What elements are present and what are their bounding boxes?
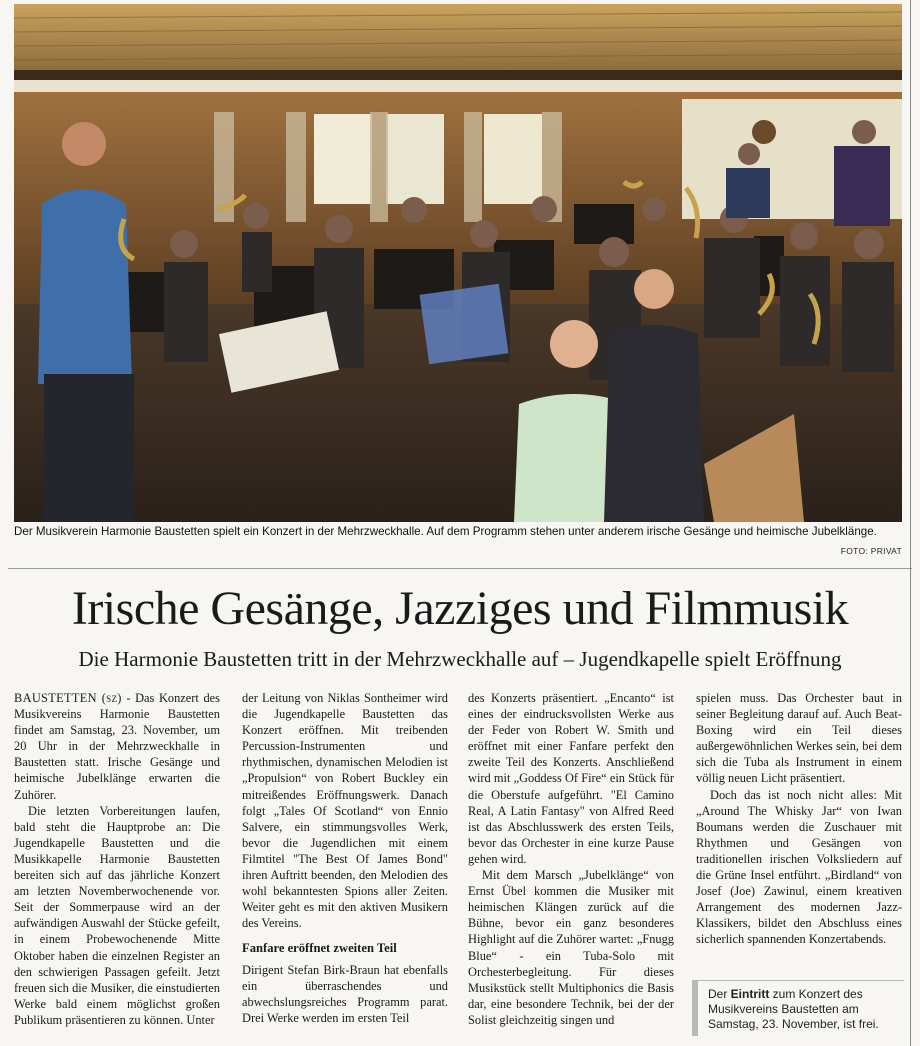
section-heading: Fanfare eröffnet zweiten Teil [242, 941, 397, 956]
paragraph: der Leitung von Niklas Sontheimer wird die Jugendkapelle Baustetten das Konzert eröffnen. Mit treibenden Percussion-Instrumenten und rhythmischen, dynamischen Melodien ist „Propulsion“ von Robert Buckley ein mitreißendes Eröffnungswerk. Danach folgt „Tales Of Scotland“ von Ennio Salvere, ein stimmungsvolles Werk, bevor die Jugendlichen mit einem Filmtitel "The Best Of James Bond" ihren Auftritt beenden, den Melodien des wohl bekanntesten Spions aller Zeiten. Weiter geht es mit den aktiven Musikern des Vereins. [242, 691, 448, 931]
paragraph: des Konzerts präsentiert. „Encanto“ ist eines der eindrucksvollsten Werke aus der Feder von Robert W. Smith und eröffnet mit einer Fanfare perfekt den zweite Teil des Konzerts. Anschließend wird mit „Goddess Of Fire“ ein Stück für die Oberstufe aufgeführt. "El Camino Real, A Latin Fantasy" von Alfred Reed ist das Abschlusswerk des ersten Teils, bevor das Orchester in eine kurze Pause gehen wird. [468, 691, 674, 866]
paragraph: Mit dem Marsch „Jubelklänge“ von Ernst Übel kommen die Musiker mit heimischen Klängen zurück auf die Bühne, bevor ein ganz besonderes Highlight auf die Zuhörer wartet: „Fnugg Blue“ - ein Tuba-Solo mit Orchesterbegleitung. Für dieses Musikstück stellt Multiphonics die Basis dar, eine besondere Technik, bei der der Solist gleichzeitig singen und [468, 868, 674, 1027]
photo-credit: FOTO: PRIVAT [840, 546, 902, 556]
paragraph: Doch das ist noch nicht alles: Mit „Around The Whisky Jar“ von Iwan Boumans werden die Zuschauer mit Rhythmen und Gesängen von traditionellen irischen Volksliedern auf die Grüne Insel entführt. „Birdland“ von Josef (Joe) Zawinul, einem kreativen Arrangement des modernen Jazz-Klassikers, bildet den Abschluss eines sicherlich spannenden Konzertabends. [696, 787, 902, 947]
paragraph: Die letzten Vorbereitungen laufen, bald steht die Hauptprobe an: Die Jugendkapelle Baustetten und die Musikkapelle Harmonie Baustetten bereiten sich auf das jährliche Konzert am letzten Novemberwochenende vor. Seit der Sommerpause wird an der aufwändigen Auswahl der Stücke gefeilt, in einem Probewochenende Mitte Oktober haben die einzelnen Register an den schwierigen Passagen gefeilt. Jetzt freuen sich die Musiker, die einstudierten Werke bald einem möglichst großen Publikum präsentieren zu können. Unter [14, 803, 220, 1027]
subheadline: Die Harmonie Baustetten tritt in der Mehrzweckhalle auf – Jugendkapelle spielt Eröffnung [78, 647, 842, 671]
column-2 [242, 690, 448, 1040]
headline: Irische Gesänge, Jazziges und Filmmusik [71, 582, 849, 635]
paragraph: BAUSTETTEN (sz) - Das Konzert des Musikvereins Harmonie Baustetten findet am Samstag, 23. November, um 20 Uhr in der Mehrzweckhalle in Baustetten statt. Irische Gesänge und heimische Jubelklänge erwarten die Zuhörer. [14, 691, 220, 802]
photo-caption: Der Musikverein Harmonie Baustetten spielt ein Konzert in der Mehrzweckhalle. Auf dem Programm stehen unter anderem irische Gesänge und heimische Jubelklänge. [14, 525, 877, 538]
divider [8, 568, 912, 569]
info-box-keyword: Eintritt [730, 987, 770, 1001]
rehearsal-photo-illustration [14, 4, 902, 522]
column-3 [468, 690, 674, 1040]
dateline: BAUSTETTEN (sz) [14, 691, 122, 705]
article-photo [14, 4, 902, 522]
info-box: Der Eintritt zum Konzert des Musikvereins Baustetten am Samstag, 23. November, ist frei. [692, 980, 904, 1036]
paragraph: spielen muss. Das Orchester baut in seiner Begleitung darauf auf. Auch Beat-Boxing wird ein Teil dieses außergewöhnlichen Werkes sein, bei dem sich die Tuba als Instrument in einem völlig neuen Licht präsentiert. [696, 691, 902, 786]
column-1 [14, 690, 220, 1040]
paragraph: Dirigent Stefan Birk-Braun hat ebenfalls ein überraschendes und abwechslungsreiches Programm parat. Drei Werke werden im ersten Teil [242, 962, 448, 1025]
page-edge-rule [910, 0, 920, 1046]
